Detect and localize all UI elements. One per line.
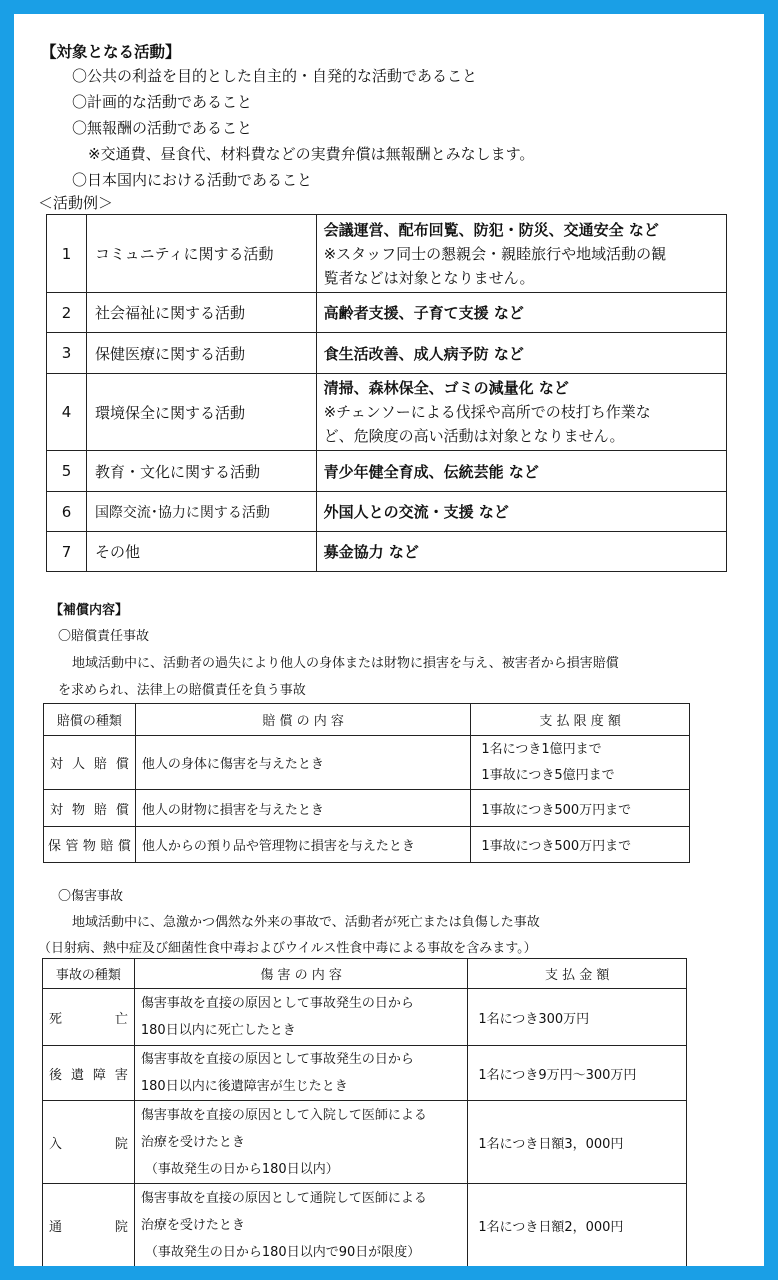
header-type: 事故の種類 [43,959,135,989]
activity-category: 国際交流･協力に関する活動 [86,492,316,532]
example-note-line-1: ※チェンソーによる伐採や高所での枝打ち作業な [323,403,651,421]
activity-example [316,215,726,293]
limit-line-1: 1名につき1億円まで [481,741,602,757]
injury-amount: 1名につき9万円～300万円 [468,1046,687,1101]
row-number: 3 [47,333,87,374]
activity-example: 外国人との交流・支援 など [316,492,726,532]
table-row [47,532,727,572]
injury-desc-line-2: （日射病、熱中症及び細菌性食中毒およびウイルス性食中毒による事故を含みます。） [38,941,537,956]
activity-category: 保健医療に関する活動 [86,333,316,374]
content-line-1: 傷害事故を直接の原因として入院して医師による [140,1107,427,1123]
injury-title: 〇傷害事故 [58,889,124,904]
target-heading: 【対象となる活動】 [41,43,181,61]
injury-type: 後遺障害 [49,1067,128,1083]
example-note-line-1: ※スタッフ同士の懇親会・親睦旅行や地域活動の観 [323,244,667,263]
row-number: 5 [47,451,87,492]
injury-amount: 1名につき日額3，000円 [468,1101,687,1184]
header-amount: 支 払 金 額 [468,959,687,989]
table-row [43,1184,687,1267]
liability-limit [471,736,690,790]
limit-line-2: 1事故につき5億円まで [481,767,615,783]
target-item-1: 〇公共の利益を目的とした自主的・自発的な活動であること [72,67,478,85]
table-row [47,451,727,492]
document-page [14,14,764,1266]
target-item-3: 〇無報酬の活動であること [72,119,253,137]
injury-table [42,958,687,1266]
injury-type: 死亡 [49,1011,128,1027]
row-number: 1 [47,215,87,293]
injury-content [134,1101,467,1184]
liability-table [43,703,690,863]
activity-examples-table [46,214,727,572]
liability-type: 対人賠償 [50,757,129,772]
header-content: 賠 償 の 内 容 [135,704,470,736]
table-row [47,293,727,333]
content-line-1: 傷害事故を直接の原因として事故発生の日から [140,1052,414,1067]
row-number: 6 [47,492,87,532]
table-row [43,989,687,1046]
row-number: 4 [47,374,87,451]
example-text: 清掃、森林保全、ゴミの減量化 など [323,379,569,397]
table-header-row [43,959,687,989]
injury-desc-line-1: 地域活動中に、急激かつ偶然な外来の事故で、活動者が死亡または負傷した事故 [72,915,540,930]
injury-content [134,1184,467,1267]
injury-amount: 1名につき日額2，000円 [468,1184,687,1267]
activity-category: 環境保全に関する活動 [86,374,316,451]
activity-category: その他 [86,532,316,572]
content-line-1: 傷害事故を直接の原因として通院して医師による [140,1191,427,1206]
activity-category: 教育・文化に関する活動 [86,451,316,492]
target-item-2: 〇計画的な活動であること [72,93,253,111]
content-line-3: （事故発生の日から180日以内で90日が限度） [144,1245,421,1260]
content-line-1: 傷害事故を直接の原因として事故発生の日から [140,996,414,1011]
target-item-4: 〇日本国内における活動であること [72,171,313,189]
activity-example: 食生活改善、成人病予防 など [316,333,726,374]
example-note-line-2: ど、危険度の高い活動は対象となりません。 [323,427,625,445]
activity-example [316,374,726,451]
table-row [47,215,727,293]
injury-type: 入院 [49,1136,128,1152]
injury-content [134,989,467,1046]
table-row [44,827,690,863]
activity-category: 社会福祉に関する活動 [86,293,316,333]
table-row [47,492,727,532]
header-type: 賠償の種類 [44,704,136,736]
table-row [44,736,690,790]
injury-type: 通院 [49,1220,128,1235]
row-number: 2 [47,293,87,333]
compensation-heading: 【補償内容】 [50,603,129,618]
table-row [44,790,690,827]
liability-desc-line-1: 地域活動中に、活動者の過失により他人の身体または財物に損害を与え、被害者から損害賠償 [72,656,619,671]
row-number: 7 [47,532,87,572]
liability-desc-line-2: を求められ、法律上の賠償責任を負う事故 [58,683,306,698]
activity-example: 青少年健全育成、伝統芸能 など [316,451,726,492]
activity-category: コミュニティに関する活動 [86,215,316,293]
injury-content [134,1046,467,1101]
example-note-line-2: 覧者などは対象となりません。 [323,268,535,287]
content-line-2: 治療を受けたとき [140,1134,245,1150]
example-text: 会議運営、配布回覧、防犯・防災、交通安全 など [323,220,659,239]
content-line-2: 180日以内に後遺障害が生じたとき [140,1079,348,1094]
table-row [43,1046,687,1101]
target-note: ※交通費、昼食代、材料費などの実費弁償は無報酬とみなします。 [88,145,535,163]
content-line-2: 治療を受けたとき [140,1218,245,1233]
header-limit: 支 払 限 度 額 [471,704,690,736]
liability-type: 対物賠償 [50,802,129,818]
examples-heading: ＜活動例＞ [38,194,114,212]
table-row [43,1101,687,1184]
table-row [47,374,727,451]
table-header-row [44,704,690,736]
liability-title: 〇賠償責任事故 [58,629,150,644]
header-content: 傷 害 の 内 容 [134,959,467,989]
activity-example: 募金協力 など [316,532,726,572]
content-line-3: （事故発生の日から180日以内） [144,1161,339,1177]
liability-type: 保管物賠償 [48,839,131,854]
liability-content: 他人の身体に傷害を与えたとき [135,736,470,790]
liability-limit: 1事故につき500万円まで [471,790,690,827]
content-line-2: 180日以内に死亡したとき [140,1023,296,1038]
liability-content: 他人の財物に損害を与えたとき [135,790,470,827]
activity-example: 高齢者支援、子育て支援 など [316,293,726,333]
liability-content: 他人からの預り品や管理物に損害を与えたとき [135,827,470,863]
liability-limit: 1事故につき500万円まで [471,827,690,863]
table-row [47,333,727,374]
injury-amount: 1名につき300万円 [468,989,687,1046]
